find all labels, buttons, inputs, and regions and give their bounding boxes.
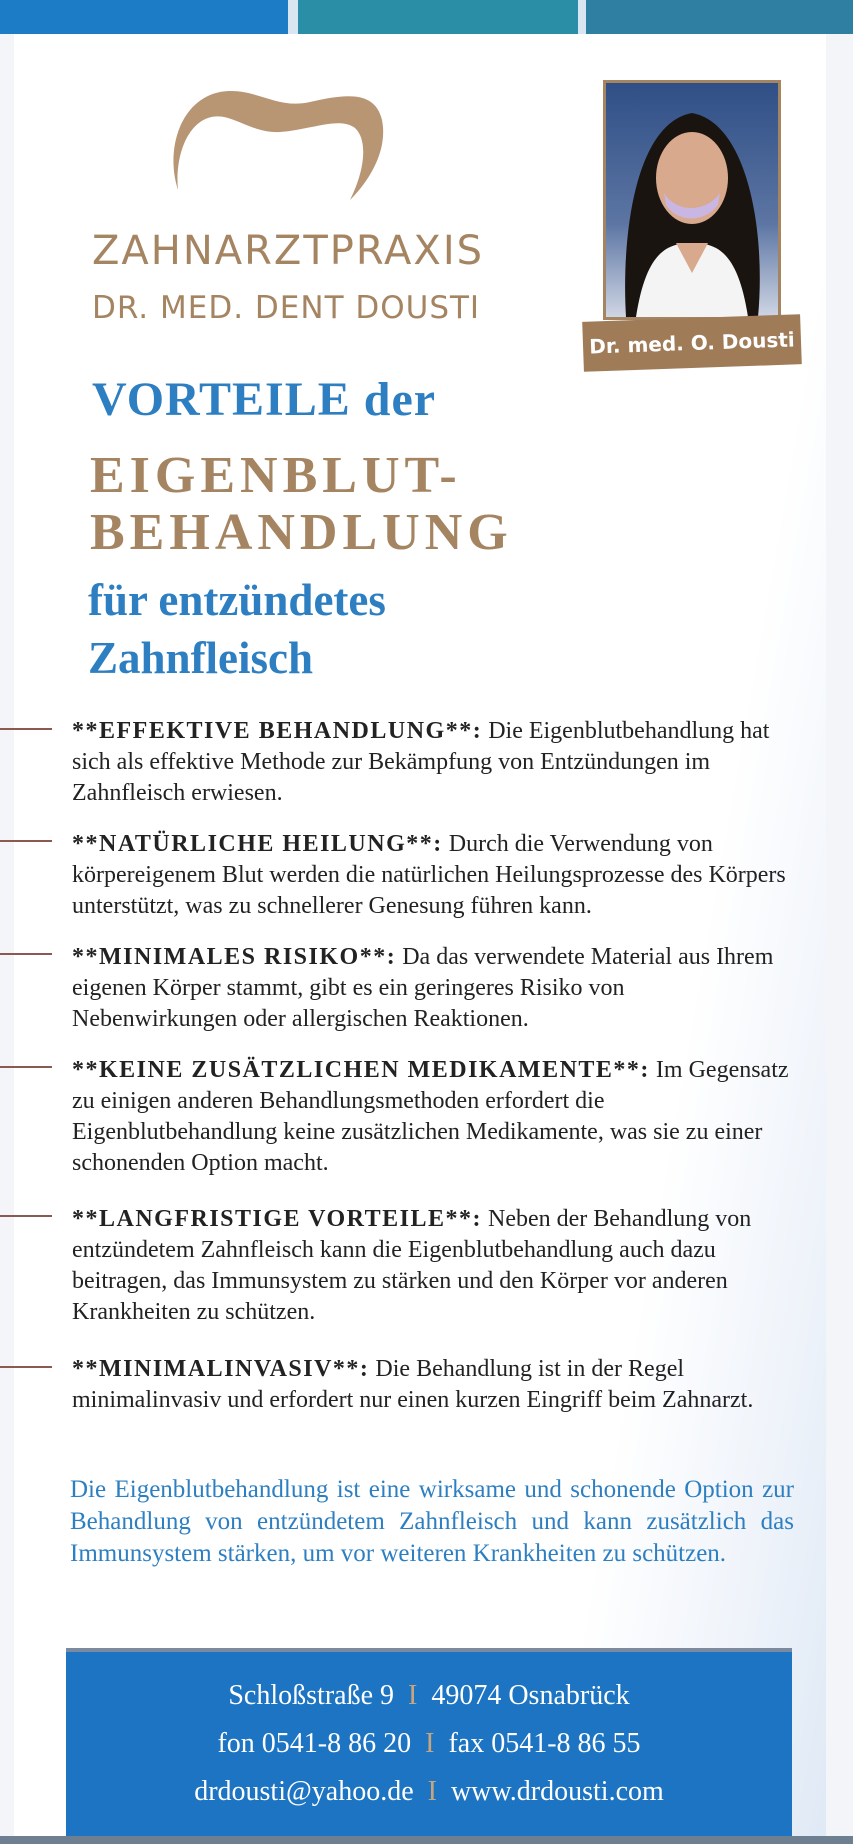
benefit-text: Die Eigenblutbehandlung hat sich als effektive Methode zur Bekämpfung von Entzündungen im Zahnfleisch erwiesen. <box>72 718 770 806</box>
tooth-logo-icon <box>160 80 390 210</box>
phone-row <box>66 1728 792 1760</box>
benefit-item <box>72 1204 792 1328</box>
address-row <box>66 1680 792 1712</box>
separator: I <box>408 1680 418 1711</box>
benefit-marker <box>0 1066 52 1068</box>
benefit-text: Da das verwendete Material aus Ihrem eigenen Körper stammt, gibt es ein geringeres Risiko von Nebenwirkungen oder allergischen Reaktionen. <box>72 944 774 1032</box>
fax-number: fax 0541-8 86 55 <box>448 1728 641 1759</box>
headline-zahnfleisch: Zahnfleisch <box>88 633 314 683</box>
benefit-text: Durch die Verwendung von körpereigenem Blut werden die natürlichen Heilungsprozesse des Körpers unterstützt, was zu schnellerer Genesung führen kann. <box>72 831 786 919</box>
benefit-marker <box>0 840 52 842</box>
top-color-strip <box>0 0 853 34</box>
benefit-title: **LANGFRISTIGE VORTEILE**: <box>72 1206 482 1232</box>
bottom-edge <box>0 1836 853 1844</box>
phone-number: fon 0541-8 86 20 <box>217 1728 412 1759</box>
benefit-title: **KEINE ZUSÄTZLICHEN MEDIKAMENTE**: <box>72 1057 650 1083</box>
doctor-photo <box>603 80 781 320</box>
online-row <box>66 1776 792 1808</box>
benefit-text: Neben der Behandlung von entzündetem Zahnfleisch kann die Eigenblutbehandlung auch dazu beitragen, das Immunsystem zu stärken und den Körper vor anderen Krankheiten zu schützen. <box>72 1206 752 1325</box>
benefit-text: Im Gegensatz zu einigen anderen Behandlungsmethoden erfordert die Eigenblutbehandlung keine zusätzlichen Medikamente, was sie zu einer schonenden Option macht. <box>72 1057 789 1176</box>
doctor-name: DR. MED. DENT DOUSTI <box>92 290 481 326</box>
city: 49074 Osnabrück <box>431 1680 630 1711</box>
benefit-item <box>72 829 792 922</box>
separator: I <box>425 1728 435 1759</box>
benefit-marker <box>0 1215 52 1217</box>
headline-behandlung: BEHANDLUNG <box>90 504 513 561</box>
benefit-title: **MINIMALINVASIV**: <box>72 1356 370 1382</box>
top-strip-blue-right <box>586 0 853 34</box>
headline-vorteile: VORTEILE der <box>92 373 437 426</box>
doctor-portrait-icon <box>606 83 778 317</box>
website-link[interactable]: www.drdousti.com <box>450 1776 664 1807</box>
top-strip-teal <box>298 0 578 34</box>
street: Schloßstraße 9 <box>228 1680 394 1711</box>
benefit-title: **NATÜRLICHE HEILUNG**: <box>72 831 443 857</box>
summary-text: Die Eigenblutbehandlung ist eine wirksame und schonende Option zur Behandlung von entzündetem Zahnfleisch und kann zusätzlich das Immunsystem stärken, um vor weiteren Krankheiten zu schützen. <box>70 1476 794 1567</box>
benefit-item <box>72 1354 792 1416</box>
practice-name: ZAHNARZTPRAXIS <box>92 228 485 274</box>
email-link[interactable]: drdousti@yahoo.de <box>194 1776 414 1807</box>
benefit-text: Die Behandlung ist in der Regel minimalinvasiv und erfordert nur einen kurzen Eingriff beim Zahnarzt. <box>72 1356 754 1413</box>
contact-box <box>66 1648 792 1842</box>
benefit-title: **MINIMALES RISIKO**: <box>72 944 397 970</box>
benefit-marker <box>0 728 52 730</box>
photo-caption: Dr. med. O. Dousti <box>582 314 802 372</box>
benefit-item <box>72 942 792 1035</box>
benefit-item <box>72 716 792 809</box>
separator: I <box>427 1776 437 1807</box>
headline-eigenblut: EIGENBLUT- <box>90 447 462 504</box>
benefit-item <box>72 1055 792 1179</box>
benefit-marker <box>0 953 52 955</box>
benefit-title: **EFFEKTIVE BEHANDLUNG**: <box>72 718 483 744</box>
top-strip-blue <box>0 0 288 34</box>
headline-entzuendetes: für entzündetes <box>88 575 386 625</box>
benefit-marker <box>0 1366 52 1368</box>
